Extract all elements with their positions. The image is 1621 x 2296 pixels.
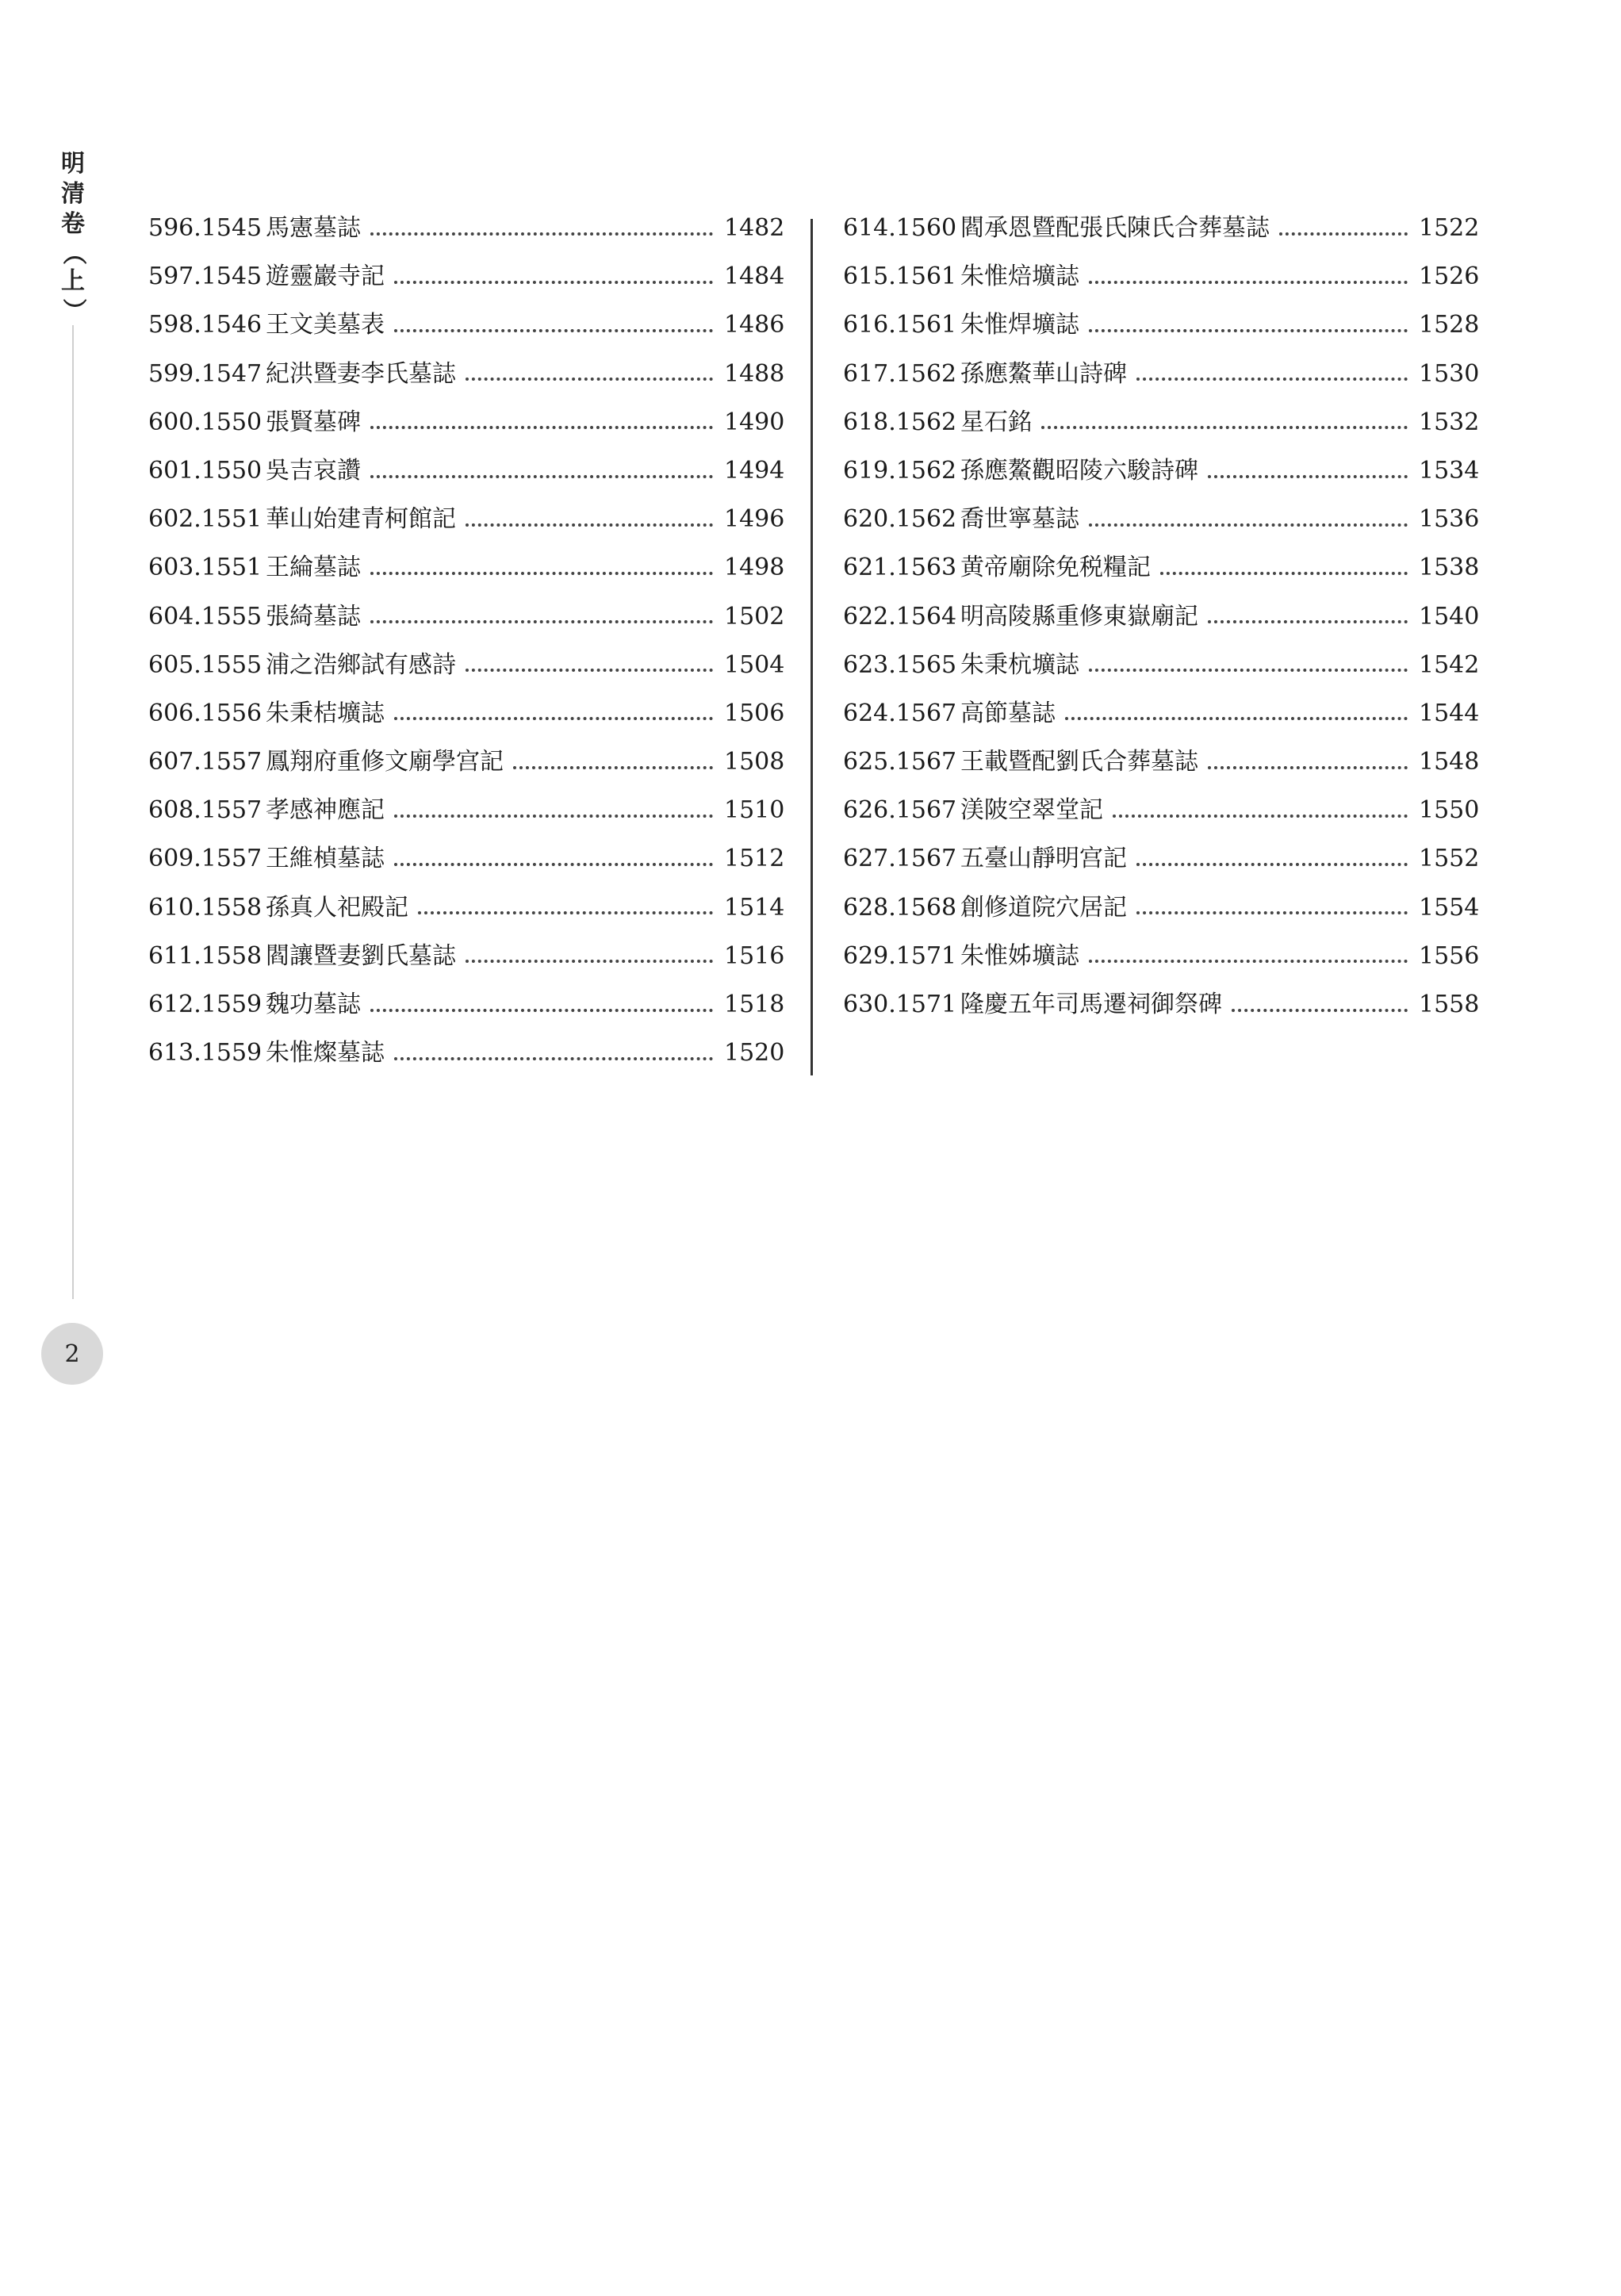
dot-leader bbox=[1160, 572, 1408, 575]
entry-number: 611.1558 bbox=[148, 941, 263, 970]
entry-title: 馬憲墓誌 bbox=[266, 214, 361, 242]
toc-entry bbox=[843, 547, 1480, 596]
entry-number: 617.1562 bbox=[843, 359, 957, 388]
entry-number: 624.1567 bbox=[843, 699, 957, 727]
dot-leader bbox=[513, 766, 713, 769]
entry-page: 1558 bbox=[1419, 991, 1480, 1018]
dot-leader bbox=[466, 523, 713, 527]
entry-title: 朱秉桔壙誌 bbox=[266, 699, 385, 727]
entry-title: 創修道院穴居記 bbox=[960, 893, 1127, 922]
entry-title: 魏功墓誌 bbox=[266, 991, 361, 1018]
dot-leader bbox=[394, 1057, 713, 1060]
entry-page: 1484 bbox=[724, 263, 785, 291]
toc-entry bbox=[148, 838, 785, 887]
toc-entry bbox=[148, 742, 785, 790]
toc-entry bbox=[148, 984, 785, 1033]
entry-title: 王載暨配劉氏合葬墓誌 bbox=[960, 748, 1198, 776]
column-divider bbox=[810, 219, 813, 1075]
toc-column-left bbox=[148, 208, 785, 1081]
toc-entry bbox=[148, 547, 785, 596]
entry-number: 610.1558 bbox=[148, 893, 263, 922]
toc-entry bbox=[148, 936, 785, 984]
volume-title-char: 清 bbox=[61, 180, 85, 208]
toc-entry bbox=[843, 305, 1480, 353]
entry-number: 600.1550 bbox=[148, 408, 263, 436]
entry-number: 619.1562 bbox=[843, 456, 957, 485]
entry-title: 王文美墓表 bbox=[266, 311, 385, 339]
dot-leader bbox=[370, 475, 713, 478]
entry-page: 1554 bbox=[1419, 893, 1480, 922]
entry-number: 621.1563 bbox=[843, 554, 957, 582]
toc-entry bbox=[843, 208, 1480, 256]
volume-paren-open: （ bbox=[59, 241, 87, 265]
entry-page: 1516 bbox=[724, 941, 785, 970]
entry-page: 1544 bbox=[1419, 699, 1480, 727]
dot-leader bbox=[1136, 378, 1408, 381]
toc-entry bbox=[148, 208, 785, 256]
entry-title: 鳳翔府重修文廟學宫記 bbox=[266, 748, 504, 776]
entry-number: 605.1555 bbox=[148, 650, 263, 679]
dot-leader bbox=[1089, 960, 1408, 963]
entry-page: 1528 bbox=[1419, 311, 1480, 339]
entry-number: 602.1551 bbox=[148, 505, 263, 534]
entry-page: 1502 bbox=[724, 602, 785, 631]
entry-title: 王綸墓誌 bbox=[266, 554, 361, 582]
toc-entry bbox=[148, 354, 785, 402]
toc-entry bbox=[148, 499, 785, 547]
toc-entry bbox=[148, 645, 785, 693]
entry-title: 閻讓暨妻劉氏墓誌 bbox=[266, 941, 456, 970]
entry-number: 625.1567 bbox=[843, 748, 957, 776]
entry-number: 618.1562 bbox=[843, 408, 957, 436]
toc-entry bbox=[843, 645, 1480, 693]
entry-page: 1538 bbox=[1419, 554, 1480, 582]
entry-number: 622.1564 bbox=[843, 602, 957, 631]
entry-page: 1488 bbox=[724, 359, 785, 388]
entry-title: 朱惟姊壙誌 bbox=[960, 941, 1079, 970]
entry-number: 606.1556 bbox=[148, 699, 263, 727]
page-number: 2 bbox=[64, 1340, 80, 1368]
entry-title: 孝感神應記 bbox=[266, 796, 385, 825]
entry-page: 1552 bbox=[1419, 845, 1480, 873]
dot-leader bbox=[394, 281, 713, 284]
toc-entry bbox=[148, 402, 785, 450]
toc-entry bbox=[843, 887, 1480, 936]
entry-number: 613.1559 bbox=[148, 1039, 263, 1068]
entry-title: 朱惟焊壙誌 bbox=[960, 311, 1079, 339]
entry-title: 朱惟焙壙誌 bbox=[960, 263, 1079, 291]
entry-title: 渼陂空翠堂記 bbox=[960, 796, 1103, 825]
dot-leader bbox=[370, 426, 713, 429]
toc-entry bbox=[148, 596, 785, 645]
entry-title: 隆慶五年司馬遷祠御祭碑 bbox=[960, 991, 1222, 1018]
entry-title: 高節墓誌 bbox=[960, 699, 1056, 727]
entry-number: 603.1551 bbox=[148, 554, 263, 582]
toc-entry bbox=[843, 838, 1480, 887]
dot-leader bbox=[418, 911, 713, 914]
volume-title-char: 卷 bbox=[61, 210, 85, 238]
entry-number: 599.1547 bbox=[148, 359, 263, 388]
toc-entry bbox=[843, 402, 1480, 450]
toc-entry bbox=[843, 354, 1480, 402]
toc-entry bbox=[843, 984, 1480, 1033]
entry-page: 1550 bbox=[1419, 796, 1480, 825]
dot-leader bbox=[1232, 1009, 1408, 1012]
toc-entry bbox=[843, 450, 1480, 499]
entry-title: 華山始建青柯館記 bbox=[266, 505, 456, 534]
volume-title bbox=[57, 149, 89, 324]
entry-page: 1530 bbox=[1419, 359, 1480, 388]
dot-leader bbox=[466, 378, 713, 381]
dot-leader bbox=[394, 329, 713, 332]
entry-title: 五臺山靜明宫記 bbox=[960, 845, 1127, 873]
entry-page: 1506 bbox=[724, 699, 785, 727]
dot-leader bbox=[1065, 717, 1408, 720]
toc-entry bbox=[148, 693, 785, 742]
entry-page: 1522 bbox=[1419, 214, 1480, 242]
entry-page: 1508 bbox=[724, 748, 785, 776]
toc-entry bbox=[148, 450, 785, 499]
entry-page: 1486 bbox=[724, 311, 785, 339]
entry-title: 黄帝廟除免税糧記 bbox=[960, 554, 1151, 582]
entry-page: 1532 bbox=[1419, 408, 1480, 436]
dot-leader bbox=[370, 620, 713, 623]
toc-entry bbox=[843, 742, 1480, 790]
entry-page: 1512 bbox=[724, 845, 785, 873]
entry-page: 1510 bbox=[724, 796, 785, 825]
dot-leader bbox=[1136, 911, 1408, 914]
entry-number: 628.1568 bbox=[843, 893, 957, 922]
dot-leader bbox=[1089, 329, 1408, 332]
entry-page: 1504 bbox=[724, 650, 785, 679]
toc-entry bbox=[843, 936, 1480, 984]
entry-page: 1482 bbox=[724, 214, 785, 242]
entry-number: 596.1545 bbox=[148, 214, 263, 242]
entry-title: 吳吉哀讚 bbox=[266, 456, 361, 485]
entry-title: 王維楨墓誌 bbox=[266, 845, 385, 873]
toc-entry bbox=[148, 256, 785, 305]
entry-number: 601.1550 bbox=[148, 456, 263, 485]
entry-number: 630.1571 bbox=[843, 991, 957, 1018]
dot-leader bbox=[1208, 475, 1408, 478]
entry-page: 1556 bbox=[1419, 941, 1480, 970]
dot-leader bbox=[394, 717, 713, 720]
entry-page: 1548 bbox=[1419, 748, 1480, 776]
entry-title: 星石銘 bbox=[960, 408, 1032, 436]
entry-page: 1496 bbox=[724, 505, 785, 534]
volume-sub-char: 上 bbox=[61, 267, 85, 295]
entry-number: 597.1545 bbox=[148, 263, 263, 291]
entry-title: 紀洪暨妻李氏墓誌 bbox=[266, 359, 456, 388]
entry-number: 629.1571 bbox=[843, 941, 957, 970]
entry-number: 614.1560 bbox=[843, 214, 957, 242]
entry-number: 598.1546 bbox=[148, 311, 263, 339]
dot-leader bbox=[1208, 766, 1408, 769]
entry-number: 626.1567 bbox=[843, 796, 957, 825]
entry-title: 張賢墓碑 bbox=[266, 408, 361, 436]
entry-title: 朱惟燦墓誌 bbox=[266, 1039, 385, 1068]
volume-paren-close: ） bbox=[59, 298, 87, 322]
toc-entry bbox=[843, 693, 1480, 742]
entry-page: 1518 bbox=[724, 991, 785, 1018]
toc-entry bbox=[843, 596, 1480, 645]
entry-page: 1536 bbox=[1419, 505, 1480, 534]
toc-entry bbox=[148, 887, 785, 936]
dot-leader bbox=[394, 815, 713, 818]
dot-leader bbox=[1279, 232, 1408, 236]
entry-page: 1540 bbox=[1419, 602, 1480, 631]
entry-page: 1490 bbox=[724, 408, 785, 436]
entry-page: 1494 bbox=[724, 456, 785, 485]
toc-entry bbox=[148, 1033, 785, 1081]
dot-leader bbox=[394, 863, 713, 866]
dot-leader bbox=[1089, 669, 1408, 672]
entry-title: 遊靈巖寺記 bbox=[266, 263, 385, 291]
entry-number: 609.1557 bbox=[148, 845, 263, 873]
dot-leader bbox=[370, 572, 713, 575]
dot-leader bbox=[1136, 863, 1408, 866]
dot-leader bbox=[1208, 620, 1408, 623]
entry-page: 1498 bbox=[724, 554, 785, 582]
toc-entry bbox=[843, 256, 1480, 305]
dot-leader bbox=[1113, 815, 1408, 818]
entry-number: 620.1562 bbox=[843, 505, 957, 534]
entry-number: 616.1561 bbox=[843, 311, 957, 339]
entry-title: 朱秉杭壙誌 bbox=[960, 650, 1079, 679]
dot-leader bbox=[370, 1009, 713, 1012]
entry-title: 孫真人祀殿記 bbox=[266, 893, 408, 922]
dot-leader bbox=[466, 960, 713, 963]
dot-leader bbox=[466, 669, 713, 672]
volume-title-char: 明 bbox=[61, 150, 85, 178]
dot-leader bbox=[1041, 426, 1408, 429]
entry-number: 623.1565 bbox=[843, 650, 957, 679]
toc-entry bbox=[148, 305, 785, 353]
entry-number: 615.1561 bbox=[843, 263, 957, 291]
toc-column-right bbox=[843, 208, 1480, 1033]
page-number-badge bbox=[41, 1323, 103, 1385]
entry-title: 孫應鰲觀昭陵六駿詩碑 bbox=[960, 456, 1198, 485]
entry-number: 612.1559 bbox=[148, 991, 263, 1018]
entry-page: 1526 bbox=[1419, 263, 1480, 291]
entry-number: 627.1567 bbox=[843, 845, 957, 873]
side-rule bbox=[72, 325, 74, 1299]
entry-page: 1542 bbox=[1419, 650, 1480, 679]
entry-page: 1520 bbox=[724, 1039, 785, 1068]
entry-title: 閻承恩暨配張氏陳氏合葬墓誌 bbox=[960, 214, 1270, 242]
toc-entry bbox=[843, 790, 1480, 838]
dot-leader bbox=[1089, 523, 1408, 527]
entry-title: 張綺墓誌 bbox=[266, 602, 361, 631]
toc-entry bbox=[843, 499, 1480, 547]
dot-leader bbox=[1089, 281, 1408, 284]
entry-title: 孫應鰲華山詩碑 bbox=[960, 359, 1127, 388]
entry-page: 1514 bbox=[724, 893, 785, 922]
entry-page: 1534 bbox=[1419, 456, 1480, 485]
entry-title: 浦之浩鄉試有感詩 bbox=[266, 650, 456, 679]
entry-number: 607.1557 bbox=[148, 748, 263, 776]
entry-number: 604.1555 bbox=[148, 602, 263, 631]
entry-title: 明高陵縣重修東嶽廟記 bbox=[960, 602, 1198, 631]
entry-title: 喬世寧墓誌 bbox=[960, 505, 1079, 534]
entry-number: 608.1557 bbox=[148, 796, 263, 825]
dot-leader bbox=[370, 232, 713, 236]
toc-entry bbox=[148, 790, 785, 838]
